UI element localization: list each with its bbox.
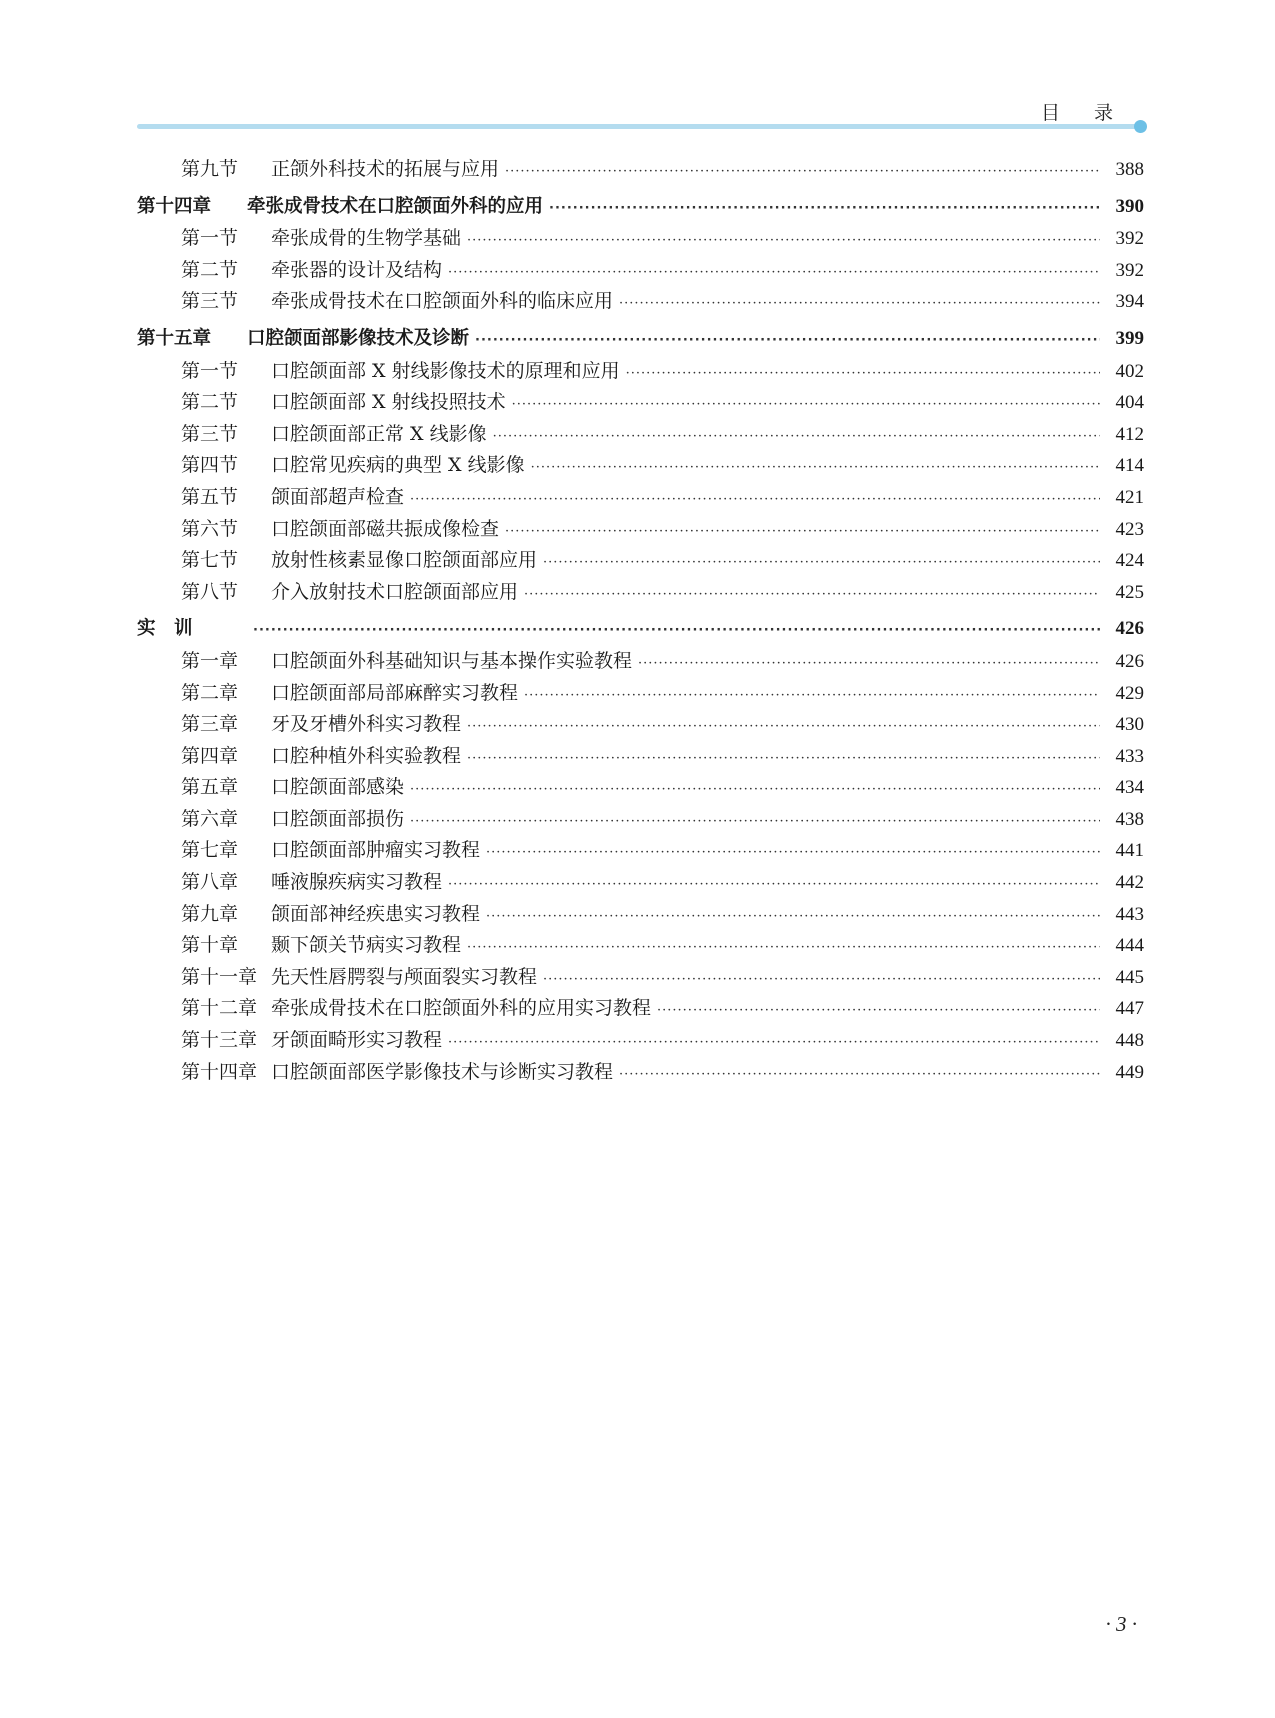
toc-entry-title: 牵张成骨技术在口腔颌面外科的临床应用 bbox=[271, 290, 614, 313]
toc-entry-number: 第七节 bbox=[181, 549, 239, 572]
toc-chapter-entry[interactable] bbox=[137, 324, 1144, 356]
toc-entry-title: 口腔颌面部感染 bbox=[271, 776, 405, 799]
toc-entry-title: 口腔颌面部 X 射线影像技术的原理和应用 bbox=[271, 359, 620, 382]
toc-entry-title: 颌面部神经疾患实习教程 bbox=[271, 902, 481, 925]
toc-entry-title: 牙颌面畸形实习教程 bbox=[271, 1029, 443, 1052]
toc-entry-page: 394 bbox=[1115, 291, 1144, 313]
toc-leader-dots bbox=[524, 587, 1100, 602]
toc-leader-dots bbox=[619, 296, 1100, 311]
toc-entry-title: 口腔颌面部医学影像技术与诊断实习教程 bbox=[271, 1060, 614, 1083]
toc-entry-page: 423 bbox=[1115, 518, 1144, 540]
toc-entry-title: 放射性核素显像口腔颌面部应用 bbox=[271, 549, 538, 572]
toc-entry-title: 口腔颌面外科基础知识与基本操作实验教程 bbox=[271, 649, 633, 672]
toc-section-entry[interactable] bbox=[137, 545, 1144, 577]
toc-section-entry[interactable] bbox=[137, 930, 1144, 962]
toc-entry-page: 426 bbox=[1115, 650, 1144, 672]
toc-leader-dots bbox=[505, 164, 1100, 179]
toc-entry-number: 第九章 bbox=[181, 902, 239, 925]
toc-entry-number: 第三章 bbox=[181, 713, 239, 736]
toc-section-entry[interactable] bbox=[137, 899, 1144, 931]
toc-entry-page: 441 bbox=[1115, 840, 1144, 862]
toc-entry-title: 先天性唇腭裂与颅面裂实习教程 bbox=[271, 965, 538, 988]
header-rule bbox=[137, 124, 1142, 129]
toc-leader-dots bbox=[253, 623, 1100, 638]
toc-entry-page: 404 bbox=[1115, 392, 1144, 414]
toc-entry-page: 447 bbox=[1115, 998, 1144, 1020]
toc-entry-number: 第十章 bbox=[181, 934, 239, 957]
toc-entry-title: 唾液腺疾病实习教程 bbox=[271, 871, 443, 894]
page-number: · 3 · bbox=[1105, 1612, 1137, 1636]
toc-leader-dots bbox=[638, 656, 1100, 671]
toc-entry-number: 第十五章 bbox=[137, 327, 212, 349]
toc-entry-number: 第一章 bbox=[181, 649, 239, 672]
toc-entry-number: 第二章 bbox=[181, 681, 239, 704]
toc-entry-page: 392 bbox=[1115, 228, 1144, 250]
toc-section-entry[interactable] bbox=[137, 154, 1144, 186]
toc-entry-title: 口腔颌面部 X 射线投照技术 bbox=[271, 391, 506, 414]
toc-section-entry[interactable] bbox=[137, 772, 1144, 804]
toc-entry-number: 第十二章 bbox=[181, 997, 258, 1020]
toc-entry-number: 第三节 bbox=[181, 422, 239, 445]
toc-entry-number: 第一节 bbox=[181, 227, 239, 250]
toc-entry-number: 第六节 bbox=[181, 517, 239, 540]
toc-entry-page: 402 bbox=[1115, 360, 1144, 382]
toc-entry-title: 牵张成骨技术在口腔颌面外科的应用实习教程 bbox=[271, 997, 652, 1020]
toc-entry-number: 第一节 bbox=[181, 359, 239, 382]
toc-entry-title: 口腔常见疾病的典型 X 线影像 bbox=[271, 454, 525, 477]
toc-section-entry[interactable] bbox=[137, 482, 1144, 514]
toc-section-entry[interactable] bbox=[137, 577, 1144, 609]
toc-entry-title: 口腔颌面部影像技术及诊断 bbox=[247, 327, 470, 349]
toc-entry-page: 399 bbox=[1115, 327, 1144, 349]
toc-section-entry[interactable] bbox=[137, 286, 1144, 318]
toc-leader-dots bbox=[493, 429, 1100, 444]
toc-leader-dots bbox=[505, 524, 1100, 539]
toc-entry-number: 第十四章 bbox=[181, 1060, 258, 1083]
toc-entry-title: 介入放射技术口腔颌面部应用 bbox=[271, 580, 519, 603]
toc-section-entry[interactable] bbox=[137, 867, 1144, 899]
toc-entry-number: 第五章 bbox=[181, 776, 239, 799]
toc-entry-page: 444 bbox=[1115, 935, 1144, 957]
toc-entry-title: 正颌外科技术的拓展与应用 bbox=[271, 158, 500, 180]
toc-entry-number: 第七章 bbox=[181, 839, 239, 862]
toc-leader-dots bbox=[410, 782, 1100, 797]
toc-entry-page: 449 bbox=[1115, 1061, 1144, 1083]
header-rule-dot bbox=[1134, 120, 1147, 133]
toc-entry-page: 438 bbox=[1115, 808, 1144, 830]
toc-entry-title: 颞下颌关节病实习教程 bbox=[271, 934, 462, 957]
toc-entry-page: 448 bbox=[1115, 1030, 1144, 1052]
toc-section-entry[interactable] bbox=[137, 741, 1144, 773]
toc-entry-title: 颌面部超声检查 bbox=[271, 485, 405, 508]
toc-entry-number: 第二节 bbox=[181, 258, 239, 281]
toc-section-entry[interactable] bbox=[137, 255, 1144, 287]
toc-entry-title: 牙及牙槽外科实习教程 bbox=[271, 713, 462, 736]
toc-entry-number: 第五节 bbox=[181, 485, 239, 508]
toc-leader-dots bbox=[467, 719, 1100, 734]
toc-leader-dots bbox=[467, 751, 1100, 766]
toc-entry-number: 第十一章 bbox=[181, 965, 258, 988]
toc-entry-title: 牵张器的设计及结构 bbox=[271, 258, 443, 281]
toc-entry-number: 第八节 bbox=[181, 580, 239, 603]
toc-leader-dots bbox=[524, 688, 1100, 703]
toc-leader-dots bbox=[410, 814, 1100, 829]
toc-entry-page: 429 bbox=[1115, 682, 1144, 704]
toc-entry-page: 392 bbox=[1115, 259, 1144, 281]
toc-section-entry[interactable] bbox=[137, 678, 1144, 710]
toc-entry-number: 第十四章 bbox=[137, 195, 212, 217]
toc-leader-dots bbox=[543, 972, 1100, 987]
toc-section-entry[interactable] bbox=[137, 646, 1144, 678]
toc-entry-page: 433 bbox=[1115, 745, 1144, 767]
toc-leader-dots bbox=[512, 397, 1100, 412]
toc-chapter-entry[interactable] bbox=[137, 614, 1144, 646]
toc-entry-page: 443 bbox=[1115, 903, 1144, 925]
toc-entry-number: 第十三章 bbox=[181, 1029, 258, 1052]
toc-entry-title: 口腔种植外科实验教程 bbox=[271, 744, 462, 767]
toc-entry-page: 434 bbox=[1115, 777, 1144, 799]
toc-entry-title: 口腔颌面部局部麻醉实习教程 bbox=[271, 681, 519, 704]
toc-entry-page: 390 bbox=[1115, 195, 1144, 217]
toc-leader-dots bbox=[448, 1035, 1100, 1050]
toc-entry-page: 425 bbox=[1115, 581, 1144, 603]
toc-leader-dots bbox=[549, 201, 1100, 216]
toc-entry-number: 第四章 bbox=[181, 744, 239, 767]
toc-entry-number: 第二节 bbox=[181, 391, 239, 414]
toc-entry-title: 口腔颌面部损伤 bbox=[271, 807, 405, 830]
toc-section-entry[interactable] bbox=[137, 1025, 1144, 1057]
toc-entry-number: 第九节 bbox=[181, 158, 239, 180]
toc-entry-title: 口腔颌面部正常 X 线影像 bbox=[271, 422, 487, 445]
toc-leader-dots bbox=[475, 333, 1100, 348]
toc-section-entry[interactable] bbox=[137, 356, 1144, 388]
toc-chapter-entry[interactable] bbox=[137, 192, 1144, 224]
toc-leader-dots bbox=[543, 555, 1100, 570]
toc-entry-number: 实 训 bbox=[137, 618, 193, 640]
toc-section-entry[interactable] bbox=[137, 419, 1144, 451]
toc-leader-dots bbox=[448, 265, 1100, 280]
toc-leader-dots bbox=[467, 940, 1100, 955]
toc-section-entry[interactable] bbox=[137, 1057, 1144, 1089]
toc-leader-dots bbox=[626, 366, 1100, 381]
running-header-title: 目 录 bbox=[1040, 102, 1127, 124]
toc-entry-page: 426 bbox=[1115, 618, 1144, 640]
toc-entry-number: 第三节 bbox=[181, 290, 239, 313]
toc-entry-page: 388 bbox=[1115, 159, 1144, 180]
toc-entry-title: 口腔颌面部磁共振成像检查 bbox=[271, 517, 500, 540]
toc-leader-dots bbox=[448, 877, 1100, 892]
toc-entry-number: 第八章 bbox=[181, 871, 239, 894]
table-of-contents bbox=[137, 154, 1144, 1088]
toc-entry-page: 445 bbox=[1115, 966, 1144, 988]
toc-leader-dots bbox=[619, 1067, 1100, 1082]
toc-entry-page: 442 bbox=[1115, 872, 1144, 894]
toc-entry-page: 430 bbox=[1115, 714, 1144, 736]
toc-entry-page: 412 bbox=[1115, 423, 1144, 445]
toc-leader-dots bbox=[410, 492, 1100, 507]
toc-entry-title: 牵张成骨的生物学基础 bbox=[271, 227, 462, 250]
toc-leader-dots bbox=[486, 845, 1100, 860]
toc-leader-dots bbox=[531, 460, 1100, 475]
toc-entry-page: 414 bbox=[1115, 455, 1144, 477]
toc-section-entry[interactable] bbox=[137, 993, 1144, 1025]
toc-leader-dots bbox=[657, 1003, 1100, 1018]
toc-entry-title: 口腔颌面部肿瘤实习教程 bbox=[271, 839, 481, 862]
toc-leader-dots bbox=[486, 909, 1100, 924]
toc-section-entry[interactable] bbox=[137, 223, 1144, 255]
toc-section-entry[interactable] bbox=[137, 450, 1144, 482]
toc-entry-title: 牵张成骨技术在口腔颌面外科的应用 bbox=[247, 195, 544, 217]
toc-entry-page: 421 bbox=[1115, 486, 1144, 508]
toc-entry-number: 第六章 bbox=[181, 807, 239, 830]
toc-section-entry[interactable] bbox=[137, 387, 1144, 419]
toc-section-entry[interactable] bbox=[137, 709, 1144, 741]
toc-section-entry[interactable] bbox=[137, 962, 1144, 994]
toc-entry-number: 第四节 bbox=[181, 454, 239, 477]
toc-leader-dots bbox=[467, 233, 1100, 248]
toc-section-entry[interactable] bbox=[137, 835, 1144, 867]
toc-entry-page: 424 bbox=[1115, 550, 1144, 572]
toc-section-entry[interactable] bbox=[137, 804, 1144, 836]
toc-section-entry[interactable] bbox=[137, 514, 1144, 546]
